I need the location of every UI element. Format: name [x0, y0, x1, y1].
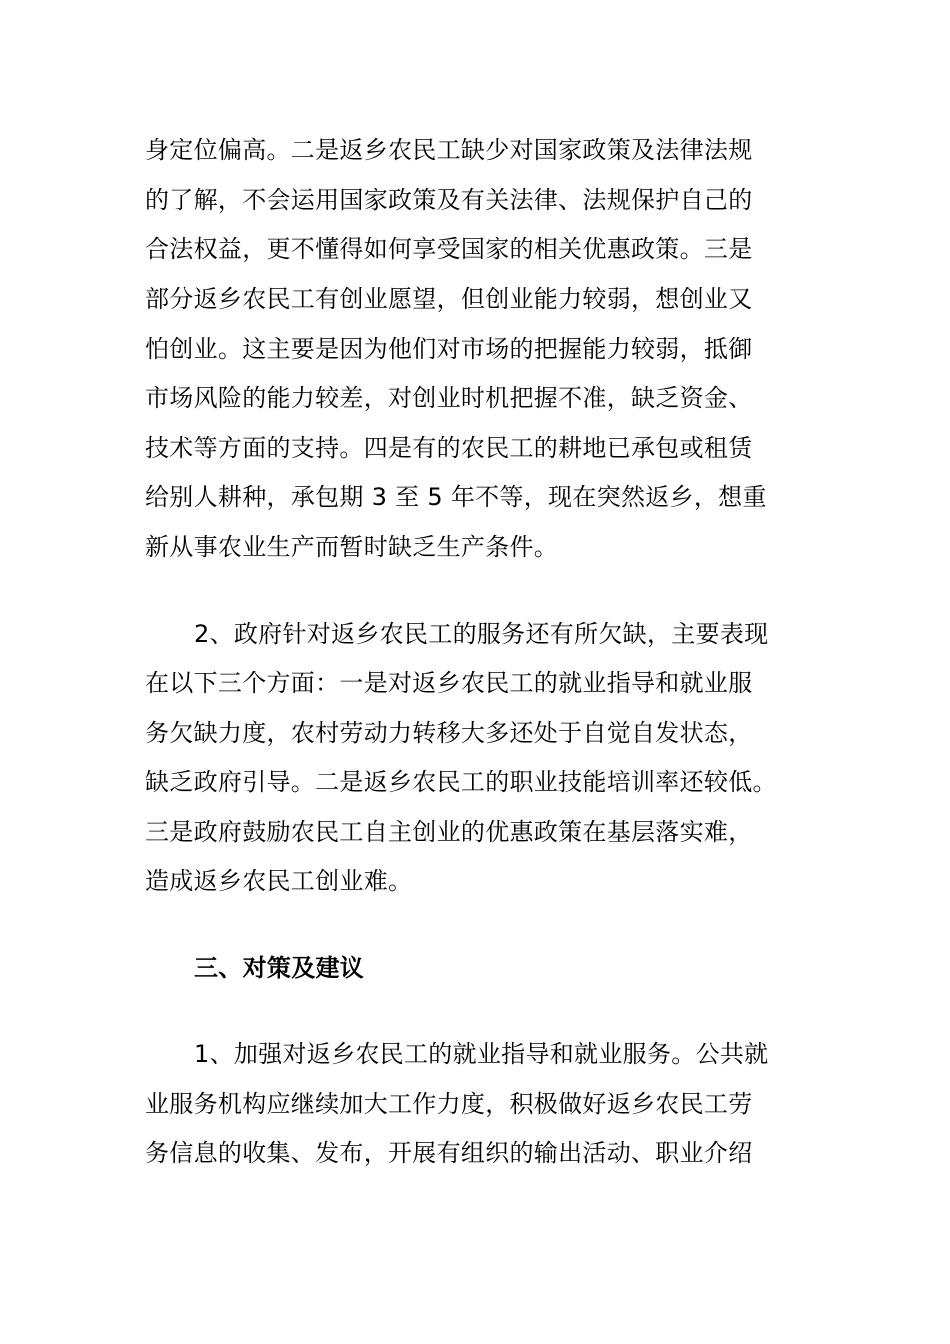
text-line: 合法权益，更不懂得如何享受国家的相关优惠政策。三是	[145, 235, 753, 263]
text-line: 市场风险的能力较差，对创业时机把握不准，缺乏资金、	[145, 384, 753, 412]
text-line: 2、政府针对返乡农民工的服务还有所欠缺，主要表现	[194, 620, 769, 648]
text-line: 造成返乡农民工创业难。	[145, 867, 413, 895]
text-line: 新从事农业生产而暂时缺乏生产条件。	[145, 533, 559, 561]
text-line: 三是政府鼓励农民工自主创业的优惠政策在基层落实难，	[145, 818, 753, 846]
section-heading: 三、对策及建议	[194, 954, 365, 982]
text-line: 务信息的收集、发布，开展有组织的输出活动、职业介绍	[145, 1139, 753, 1167]
text-line: 部分返乡农民工有创业愿望，但创业能力较弱，想创业又	[145, 285, 753, 313]
text-line: 给别人耕种，承包期 3 至 5 年不等，现在突然返乡，想重	[145, 483, 767, 511]
text-line: 业服务机构应继续加大工作力度，积极做好返乡农民工劳	[145, 1090, 753, 1118]
text-line: 务欠缺力度，农村劳动力转移大多还处于自觉自发状态，	[145, 719, 753, 747]
text-line: 的了解，不会运用国家政策及有关法律、法规保护自己的	[145, 186, 753, 214]
text-line: 1、加强对返乡农民工的就业指导和就业服务。公共就	[194, 1040, 769, 1068]
text-line: 在以下三个方面：一是对返乡农民工的就业指导和就业服	[145, 669, 753, 697]
text-line: 技术等方面的支持。四是有的农民工的耕地已承包或租赁	[145, 434, 753, 462]
text-line: 缺乏政府引导。二是返乡农民工的职业技能培训率还较低。	[145, 768, 777, 796]
text-line: 怕创业。这主要是因为他们对市场的把握能力较弱，抵御	[145, 335, 753, 363]
text-line: 身定位偏高。二是返乡农民工缺少对国家政策及法律法规	[145, 136, 753, 164]
